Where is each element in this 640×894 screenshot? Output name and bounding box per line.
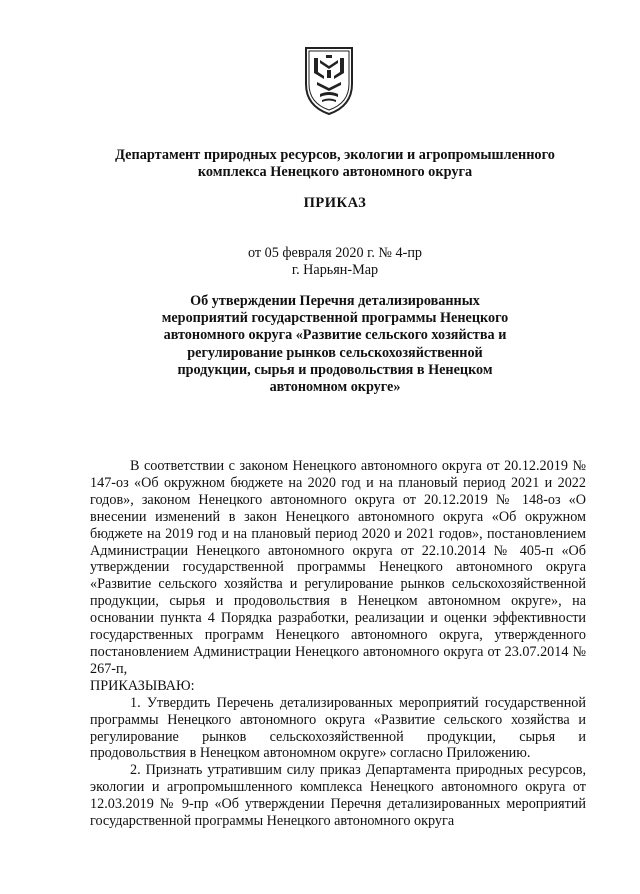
department-name	[90, 147, 580, 181]
document-type: ПРИКАЗ	[303, 195, 367, 211]
department-line-2: комплекса Ненецкого автономного округа	[197, 164, 473, 180]
document-body	[90, 458, 586, 830]
document-subject: Об утверждении Перечня детализированных мероприятий государственной программы Ненецкого автономного округа «Развитие сельского хозяйства и регулирование рынков сельскохозяйственной продукции, сырья и продовольствия в Ненецком автономном округе»	[161, 293, 509, 396]
department-line-1: Департамент природных ресурсов, экологии и агропромышленного	[115, 147, 555, 163]
document-city: г. Нарьян-Мар	[291, 262, 379, 278]
coat-of-arms-emblem	[302, 44, 356, 116]
preamble-paragraph: В соответствии с законом Ненецкого автономного округа от 20.12.2019 № 147-оз «Об окружном бюджете на 2020 год и на плановый период 2021 и 2022 годов», законом Ненецкого автономного округа от 20.12.2019 № 148-оз «О внесении изменений в закон Ненецкого автономного округа «Об окружном бюджете на 2019 год и на плановый период 2020 и 2021 годов», постановлением Администрации Ненецкого автономного округа от 22.10.2014 № 405-п «Об утверждении государственной программы Ненецкого автономного округа «Развитие сельского хозяйства и регулирование рынков сельскохозяйственной продукции, сырья и продовольствия в Ненецком автономном округе», на основании пункта 4 Порядка разработки, реализации и оценки эффективности государственных программ Ненецкого автономного округа, утвержденного постановлением Администрации Ненецкого автономного округа от 23.07.2014 № 267-п,	[90, 458, 586, 677]
item-2-paragraph: 2. Признать утратившим силу приказ Департамента природных ресурсов, экологии и агропромышленного комплекса Ненецкого автономного округа от 12.03.2019 № 9-пр «Об утверждении Перечня детализированных мероприятий государственной программы Ненецкого автономного округа	[90, 762, 586, 830]
order-word: ПРИКАЗЫВАЮ:	[90, 677, 195, 694]
item-1-paragraph: 1. Утвердить Перечень детализированных мероприятий государственной программы Ненецкого автономного округа «Развитие сельского хозяйства и регулирование рынков сельскохозяйственной продукции, сырья и продовольствия в Ненецком автономном округе» согласно Приложению.	[90, 694, 586, 762]
document-date-number: от 05 февраля 2020 г. № 4-пр	[247, 245, 423, 261]
